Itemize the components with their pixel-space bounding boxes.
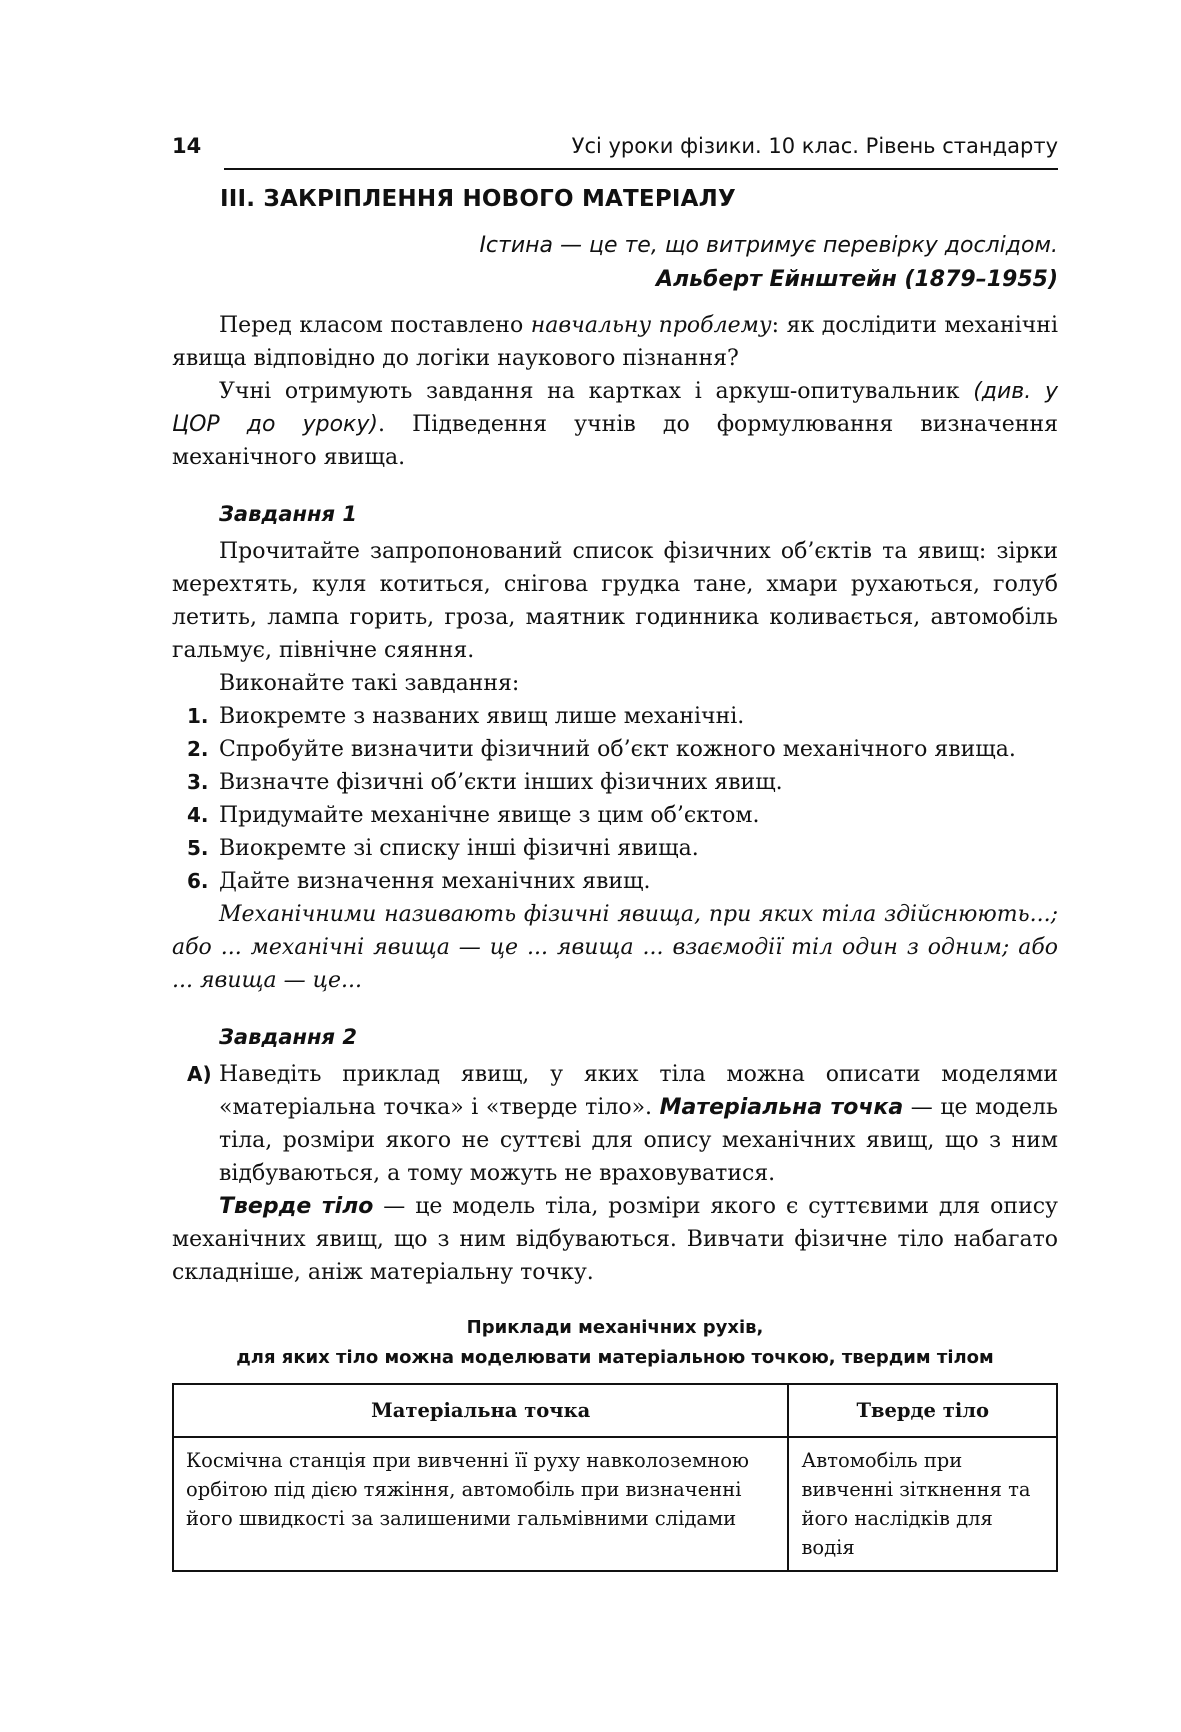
intro-text-2: Учні отримують завдання на картках і аркуш-опитувальник (219, 379, 974, 404)
main-content (172, 309, 1058, 1572)
list-item-number: 2. (187, 737, 209, 761)
task2-item-a (172, 1058, 1058, 1190)
epigraph-quote: Істина — це те, що витримує перевірку дослідом. (479, 233, 1058, 258)
table-header-row (173, 1384, 1057, 1437)
list-item (172, 799, 1058, 832)
page-number: 14 (172, 134, 202, 158)
task1-list (172, 700, 1058, 898)
intro-text-after: : як дослідити механічні явища відповідно до логіки наукового пізнання? (172, 313, 1058, 371)
list-item-number: 1. (187, 704, 209, 728)
term-material-point: Матеріальна точка (659, 1095, 904, 1120)
list-item-text: Придумайте механічне явище з цим об’єктом. (219, 803, 760, 828)
task2-label: А) (187, 1062, 212, 1086)
table-caption (172, 1313, 1058, 1373)
resource-reference: див. у ЦОР до уроку (172, 379, 1058, 437)
intro-text: Перед класом поставлено (219, 313, 531, 338)
rigid-body-paragraph (172, 1190, 1058, 1289)
list-item (172, 733, 1058, 766)
list-item-text: Дайте визначення механічних явищ. (219, 869, 651, 894)
examples-table (172, 1383, 1058, 1572)
intro-text-2-after: . Підведення учнів до формулювання визначення механічного явища. (172, 412, 1058, 470)
list-item-text: Виокремте зі списку інші фізичні явища. (219, 836, 699, 861)
list-item (172, 832, 1058, 865)
ref-close: ) (369, 412, 378, 437)
table-header-cell: Матеріальна точка (173, 1384, 788, 1437)
epigraph (479, 229, 1058, 297)
caption-line-2: для яких тіло можна моделювати матеріальною точкою, твердим тілом (236, 1347, 994, 1368)
table-cell: Автомобіль при вивченні зіткнення та його наслідків для водія (788, 1437, 1057, 1571)
list-item-text: Визначте фізичні об’єкти інших фізичних явищ. (219, 770, 783, 795)
list-item-number: 5. (187, 836, 209, 860)
list-item-number: 3. (187, 770, 209, 794)
ref-open: ( (973, 379, 982, 404)
caption-line-1: Приклади механічних рухів, (466, 1317, 764, 1338)
task1-list-intro: Виконайте такі завдання: (219, 671, 520, 696)
task1-text: Прочитайте запропонований список фізичних об’єктів та явищ: зірки мерехтять, куля котиться, снігова грудка тане, хмари рухаються, голуб летить, лампа горить, гроза, маятник годинника коливається, автомобіль гальмує, північне сяяння. (172, 539, 1058, 663)
intro-emphasis: навчальну проблему (530, 313, 772, 338)
list-item-text: Спробуйте визначити фізичний об’єкт кожного механічного явища. (219, 737, 1016, 762)
table-cell: Космічна станція при вивченні її руху навколоземною орбітою під дією тяжіння, автомобіль при визначенні його швидкості за залишеними гальмівними слідами (173, 1437, 788, 1571)
header-divider (224, 168, 1058, 170)
section-title: ІІІ. ЗАКРІПЛЕННЯ НОВОГО МАТЕРІАЛУ (220, 186, 736, 212)
epigraph-author: Альберт Ейнштейн (1879–1955) (655, 267, 1058, 292)
task2-definition: — це модель тіла, розміри якого не суттєві для опису механічних явищ, що з ним відбуваються, а тому можуть не враховуватися. (219, 1095, 1058, 1186)
page-header (172, 134, 1058, 170)
rigid-body-definition: — це модель тіла, розміри якого є суттєвими для опису механічних явищ, що з ним відбуваються. Вивчати фізичне тіло набагато складніше, аніж матеріальну точку. (172, 1194, 1058, 1285)
term-rigid-body: Тверде тіло (219, 1194, 374, 1219)
task1-heading: Завдання 1 (219, 502, 357, 526)
table-row (173, 1437, 1057, 1571)
list-item-number: 6. (187, 869, 209, 893)
list-item-text: Виокремте з названих явищ лише механічні. (219, 704, 745, 729)
list-item (172, 700, 1058, 733)
definition-hint: Механічними називають фізичні явища, при яких тіла здійснюють...; або ... механічні явища — це ... явища ... взаємодії тіл один з одним; або ... явища — це... (172, 902, 1058, 993)
table-header-cell: Тверде тіло (788, 1384, 1057, 1437)
list-item (172, 766, 1058, 799)
list-item (172, 865, 1058, 898)
intro-paragraph-1 (172, 309, 1058, 375)
running-title: Усі уроки фізики. 10 клас. Рівень стандарту (571, 134, 1058, 158)
list-item-number: 4. (187, 803, 209, 827)
intro-paragraph-2 (172, 375, 1058, 474)
task2-heading: Завдання 2 (219, 1025, 357, 1049)
task2-text: Наведіть приклад явищ, у яких тіла можна описати моделями «матеріальна точка» і «тверде тіло». (219, 1062, 1058, 1120)
